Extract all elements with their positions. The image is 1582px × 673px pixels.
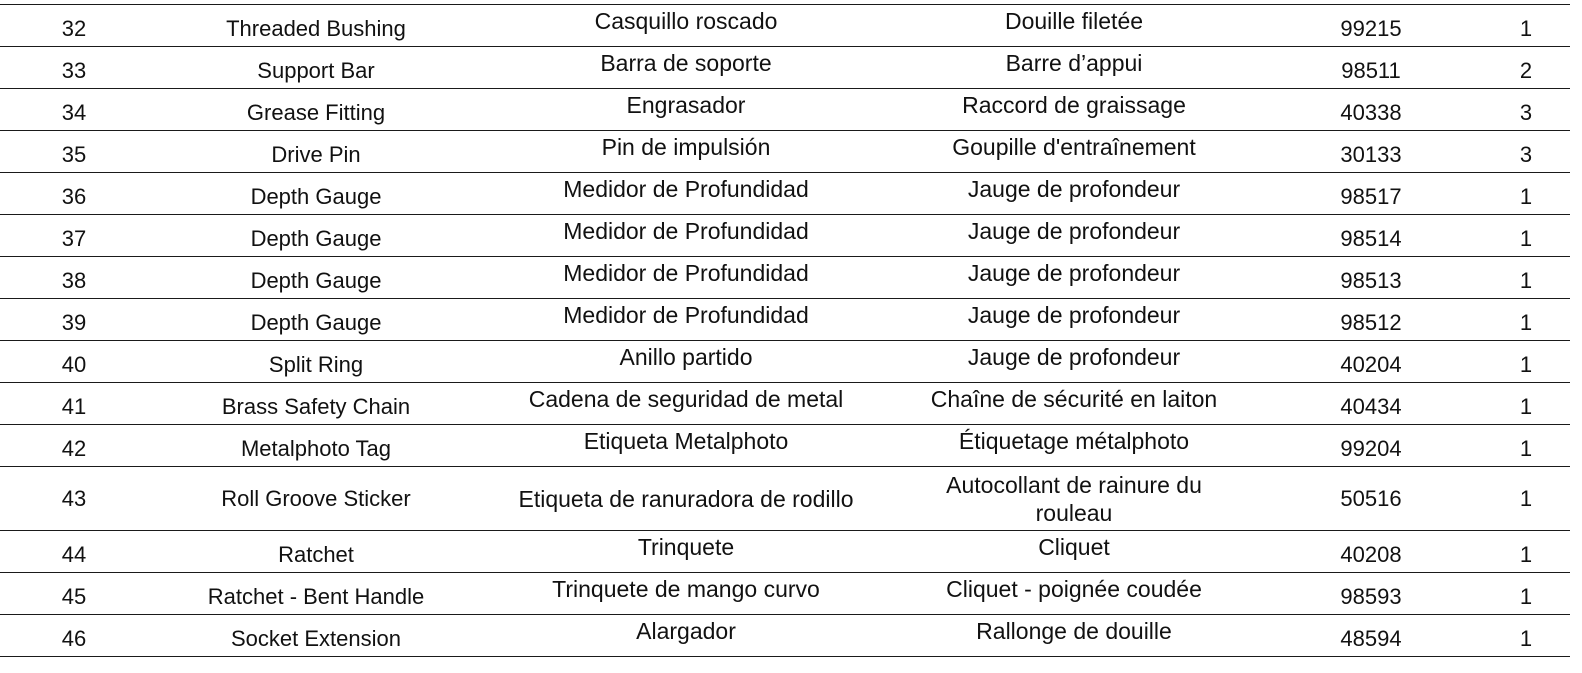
french-description-cell: Jauge de profondeur [888,341,1260,383]
english-description-cell: Depth Gauge [148,173,484,215]
quantity-cell: 1 [1482,531,1570,573]
french-description-cell: Raccord de graissage [888,89,1260,131]
item-number-cell: 38 [0,257,148,299]
english-description-cell: Depth Gauge [148,299,484,341]
french-description-cell: Jauge de profondeur [888,215,1260,257]
table-row [0,215,1570,257]
item-number-cell: 34 [0,89,148,131]
table-row [0,615,1570,657]
item-number-cell: 46 [0,615,148,657]
part-number-cell: 98514 [1260,215,1482,257]
english-description-cell: Depth Gauge [148,215,484,257]
spanish-description-cell: Etiqueta de ranuradora de rodillo [484,467,888,531]
quantity-cell: 1 [1482,615,1570,657]
english-description-cell: Support Bar [148,47,484,89]
french-description-cell: Autocollant de rainure du rouleau [888,467,1260,531]
parts-table-body [0,5,1570,657]
quantity-cell: 1 [1482,173,1570,215]
french-description-cell: Barre d’appui [888,47,1260,89]
french-description-cell: Étiquetage métalphoto [888,425,1260,467]
french-description-cell: Douille filetée [888,5,1260,47]
spanish-description-cell: Barra de soporte [484,47,888,89]
spanish-description-cell: Medidor de Profundidad [484,299,888,341]
spanish-description-cell: Trinquete [484,531,888,573]
quantity-cell: 1 [1482,383,1570,425]
spanish-description-cell: Pin de impulsión [484,131,888,173]
table-row [0,341,1570,383]
item-number-cell: 44 [0,531,148,573]
part-number-cell: 40204 [1260,341,1482,383]
french-description-cell: Cliquet [888,531,1260,573]
item-number-cell: 39 [0,299,148,341]
english-description-cell: Ratchet - Bent Handle [148,573,484,615]
french-description-cell: Cliquet - poignée coudée [888,573,1260,615]
english-description-cell: Metalphoto Tag [148,425,484,467]
part-number-cell: 98593 [1260,573,1482,615]
quantity-cell: 1 [1482,425,1570,467]
item-number-cell: 41 [0,383,148,425]
table-row [0,173,1570,215]
quantity-cell: 1 [1482,215,1570,257]
table-row [0,573,1570,615]
english-description-cell: Roll Groove Sticker [148,467,484,531]
spanish-description-cell: Alargador [484,615,888,657]
quantity-cell: 1 [1482,573,1570,615]
quantity-cell: 3 [1482,131,1570,173]
table-row [0,89,1570,131]
item-number-cell: 45 [0,573,148,615]
item-number-cell: 35 [0,131,148,173]
spanish-description-cell: Medidor de Profundidad [484,257,888,299]
item-number-cell: 42 [0,425,148,467]
item-number-cell: 36 [0,173,148,215]
quantity-cell: 1 [1482,341,1570,383]
quantity-cell: 3 [1482,89,1570,131]
quantity-cell: 1 [1482,467,1570,531]
part-number-cell: 50516 [1260,467,1482,531]
spanish-description-cell: Medidor de Profundidad [484,215,888,257]
english-description-cell: Threaded Bushing [148,5,484,47]
part-number-cell: 40208 [1260,531,1482,573]
table-row [0,47,1570,89]
table-row [0,531,1570,573]
spanish-description-cell: Engrasador [484,89,888,131]
table-row [0,131,1570,173]
french-description-cell: Jauge de profondeur [888,299,1260,341]
part-number-cell: 98511 [1260,47,1482,89]
item-number-cell: 40 [0,341,148,383]
table-row [0,383,1570,425]
french-description-cell: Rallonge de douille [888,615,1260,657]
table-row [0,467,1570,531]
spanish-description-cell: Cadena de seguridad de metal [484,383,888,425]
spanish-description-cell: Etiqueta Metalphoto [484,425,888,467]
table-row [0,257,1570,299]
spanish-description-cell: Medidor de Profundidad [484,173,888,215]
spanish-description-cell: Trinquete de mango curvo [484,573,888,615]
spanish-description-cell: Anillo partido [484,341,888,383]
item-number-cell: 37 [0,215,148,257]
part-number-cell: 30133 [1260,131,1482,173]
english-description-cell: Depth Gauge [148,257,484,299]
quantity-cell: 2 [1482,47,1570,89]
part-number-cell: 48594 [1260,615,1482,657]
french-description-cell: Jauge de profondeur [888,173,1260,215]
parts-table [0,4,1570,657]
item-number-cell: 43 [0,467,148,531]
french-description-cell: Goupille d'entraînement [888,131,1260,173]
english-description-cell: Split Ring [148,341,484,383]
english-description-cell: Socket Extension [148,615,484,657]
part-number-cell: 99215 [1260,5,1482,47]
spanish-description-cell: Casquillo roscado [484,5,888,47]
part-number-cell: 99204 [1260,425,1482,467]
english-description-cell: Brass Safety Chain [148,383,484,425]
part-number-cell: 40338 [1260,89,1482,131]
english-description-cell: Drive Pin [148,131,484,173]
quantity-cell: 1 [1482,299,1570,341]
english-description-cell: Grease Fitting [148,89,484,131]
french-description-cell: Chaîne de sécurité en laiton [888,383,1260,425]
part-number-cell: 98513 [1260,257,1482,299]
table-row [0,425,1570,467]
item-number-cell: 33 [0,47,148,89]
part-number-cell: 98512 [1260,299,1482,341]
table-row [0,299,1570,341]
part-number-cell: 40434 [1260,383,1482,425]
quantity-cell: 1 [1482,5,1570,47]
quantity-cell: 1 [1482,257,1570,299]
table-row [0,5,1570,47]
part-number-cell: 98517 [1260,173,1482,215]
item-number-cell: 32 [0,5,148,47]
english-description-cell: Ratchet [148,531,484,573]
french-description-cell: Jauge de profondeur [888,257,1260,299]
